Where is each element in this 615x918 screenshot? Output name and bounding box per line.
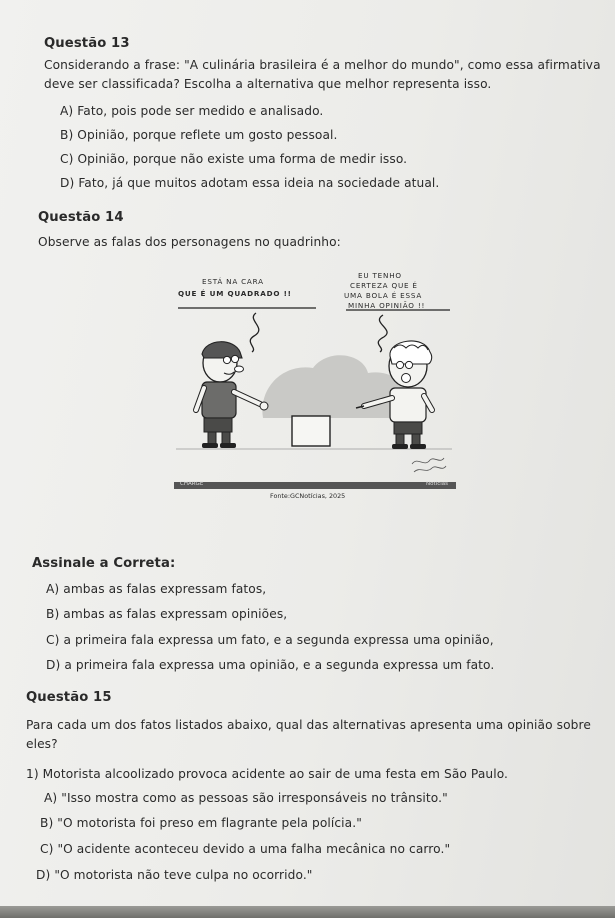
right-speech-line4: MINHA OPINIÃO !!	[348, 301, 426, 310]
right-speech-line3: UMA BOLA É ESSA	[344, 291, 423, 300]
question-13-option-d: D) Fato, já que muitos adotam essa ideia na sociedade atual.	[60, 176, 440, 190]
question-15-option-d: D) "O motorista não teve culpa no ocorrido."	[36, 868, 313, 882]
question-13-title: Questão 13	[44, 36, 130, 51]
question-14-option-a: A) ambas as falas expressam fatos,	[46, 582, 267, 596]
question-14-title: Questão 14	[38, 210, 124, 225]
question-13-option-b: B) Opinião, porque reflete um gosto pessoal.	[60, 128, 338, 142]
question-14-stem: Observe as falas dos personagens no quadrinho:	[38, 235, 341, 249]
comic-source: Fonte:GCNotícias, 2025	[270, 492, 346, 500]
left-speech-line2: QUE É UM QUADRADO !!	[178, 289, 292, 298]
comic-strip	[168, 268, 458, 500]
square-object	[292, 416, 330, 446]
right-speech-line1: EU TENHO	[358, 271, 402, 280]
question-14-option-d: D) a primeira fala expressa uma opinião, e a segunda expressa um fato.	[46, 658, 495, 672]
question-15-stem-line1: Para cada um dos fatos listados abaixo, qual das alternativas apresenta uma opinião sobre	[26, 718, 591, 732]
question-15-option-b: B) "O motorista foi preso em flagrante pela polícia."	[40, 816, 362, 830]
question-14-option-b: B) ambas as falas expressam opiniões,	[46, 607, 288, 621]
left-speech-tail	[250, 313, 259, 352]
question-13-stem-line2: deve ser classificada? Escolha a alternativa que melhor representa isso.	[44, 77, 492, 91]
question-15-stem-line2: eles?	[26, 737, 58, 751]
left-speech-line1: ESTÁ NA CARA	[202, 277, 264, 286]
question-15-option-a: A) "Isso mostra como as pessoas são irresponsáveis no trânsito."	[44, 791, 448, 805]
right-speech-tail	[378, 315, 387, 352]
charge-bar-label: CHARGE	[180, 481, 204, 487]
left-character	[196, 342, 268, 448]
question-14-option-c: C) a primeira fala expressa um fato, e a segunda expressa uma opinião,	[46, 633, 494, 647]
question-15-option-c: C) "O acidente aconteceu devido a uma falha mecânica no carro."	[40, 842, 451, 856]
right-speech-line2: CERTEZA QUE É	[350, 281, 418, 290]
question-14-prompt: Assinale a Correta:	[32, 556, 176, 571]
charge-bar	[174, 482, 456, 489]
charge-bar-brand: Notícias	[426, 481, 448, 487]
question-15-item-1: 1) Motorista alcoolizado provoca acidente ao sair de uma festa em São Paulo.	[26, 767, 509, 781]
photo-bottom-edge	[0, 906, 615, 918]
background-cloud	[262, 355, 408, 418]
question-13-option-c: C) Opinião, porque não existe uma forma de medir isso.	[60, 152, 408, 166]
question-15-title: Questão 15	[26, 690, 112, 705]
question-13-stem-line1: Considerando a frase: "A culinária brasileira é a melhor do mundo", como essa afirmativa	[44, 58, 601, 72]
question-13-option-a: A) Fato, pois pode ser medido e analisado.	[60, 104, 324, 118]
artist-signature	[412, 458, 444, 464]
